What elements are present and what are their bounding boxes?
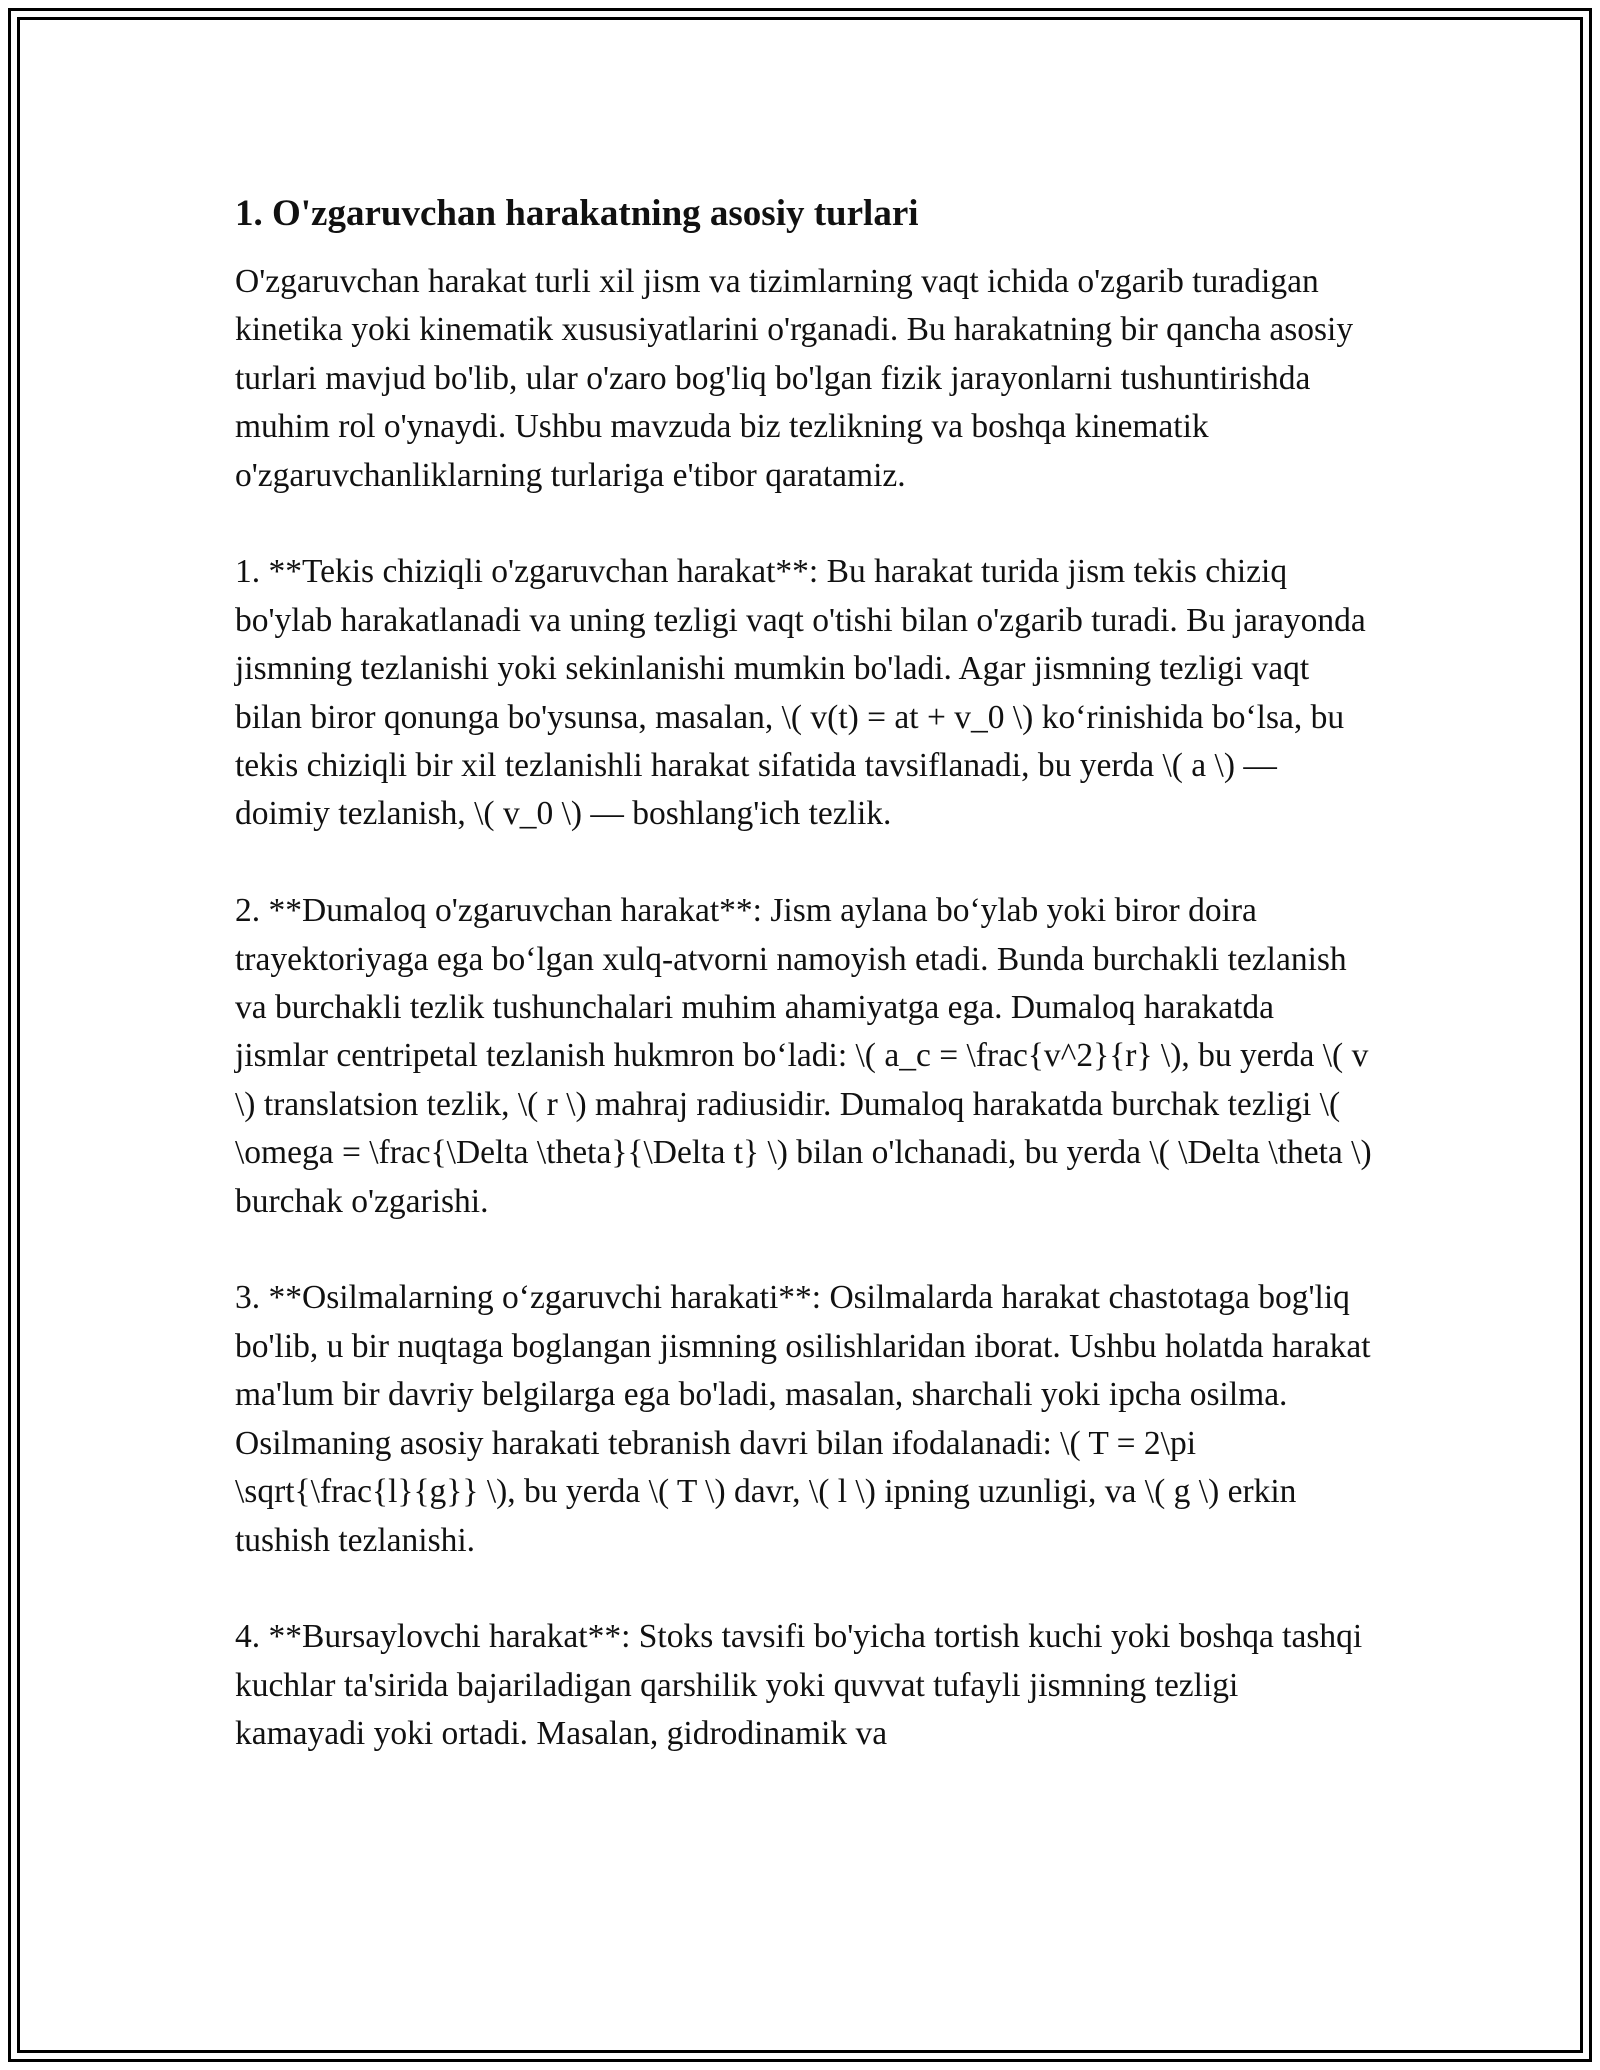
paragraph-circular-motion: 2. **Dumaloq o'zgaruvchan harakat**: Jism aylana bo‘ylab yoki biror doira trayektoriyaga ega bo‘lgan xulq-atvorni namoyish etadi. Bunda burchakli tezlanish va burchakli tezlik tushunchalari muhim ahamiyatga ega. Dumaloq harakatda jismlar centripetal tezlanish hukmron bo‘ladi: \( a_c = \frac{v^2}{r} \), bu yerda \( v \) translatsion tezlik, \( r \) mahraj radiusidir. Dumaloq harakatda burchak tezligi \( \omega = \frac{\Delta \theta}{\Delta t} \) bilan o'lchanadi, bu yerda \( \Delta \theta \) burchak o'zgarishi. xyxy=(235,892,1372,1220)
section-title: 1. O'zgaruvchan harakatning asosiy turlari xyxy=(235,193,919,234)
intro-paragraph: O'zgaruvchan harakat turli xil jism va tizimlarning vaqt ichida o'zgarib turadigan kinetika yoki kinematik xususiyatlarini o'rganadi. Bu harakatning bir qancha asosiy turlari mavjud bo'lib, ular o'zaro bog'liq bo'lgan fizik jarayonlarni tushuntirishda muhim rol o'ynaydi. Ushbu mavzuda biz tezlikning va boshqa kinematik o'zgaruvchanliklarning turlariga e'tibor qaratamiz. xyxy=(235,263,1354,494)
paragraph-oscillation: 3. **Osilmalarning o‘zgaruvchi harakati**: Osilmalarda harakat chastotaga bog'liq bo'lib, u bir nuqtaga boglangan jismning osilishlaridan iborat. Ushbu holatda harakat ma'lum bir davriy belgilarga ega bo'ladi, masalan, sharchali yoki ipcha osilma. Osilmaning asosiy harakati tebranish davri bilan ifodalanadi: \( T = 2\pi \sqrt{\frac{l}{g}} \), bu yerda \( T \) davr, \( l \) ipning uzunligi, va \( g \) erkin tushish tezlanishi. xyxy=(235,1279,1371,1559)
paragraph-linear-motion: 1. **Tekis chiziqli o'zgaruvchan harakat**: Bu harakat turida jism tekis chiziq bo'ylab harakatlanadi va uning tezligi vaqt o'tishi bilan o'zgarib turadi. Bu jarayonda jismning tezlanishi yoki sekinlanishi mumkin bo'ladi. Agar jismning tezligi vaqt bilan biror qonunga bo'ysunsa, masalan, \( v(t) = at + v_0 \) ko‘rinishida bo‘lsa, bu tekis chiziqli bir xil tezlanishli harakat sifatida tavsiflanadi, bu yerda \( a \) — doimiy tezlanish, \( v_0 \) — boshlang'ich tezlik. xyxy=(235,553,1366,833)
document-body xyxy=(235,188,1375,1807)
paragraph-resistive-motion: 4. **Bursaylovchi harakat**: Stoks tavsifi bo'yicha tortish kuchi yoki boshqa tashqi kuchlar ta'sirida bajariladigan qarshilik yoki quvvat tufayli jismning tezligi kamayadi yoki ortadi. Masalan, gidrodinamik va xyxy=(235,1618,1363,1753)
